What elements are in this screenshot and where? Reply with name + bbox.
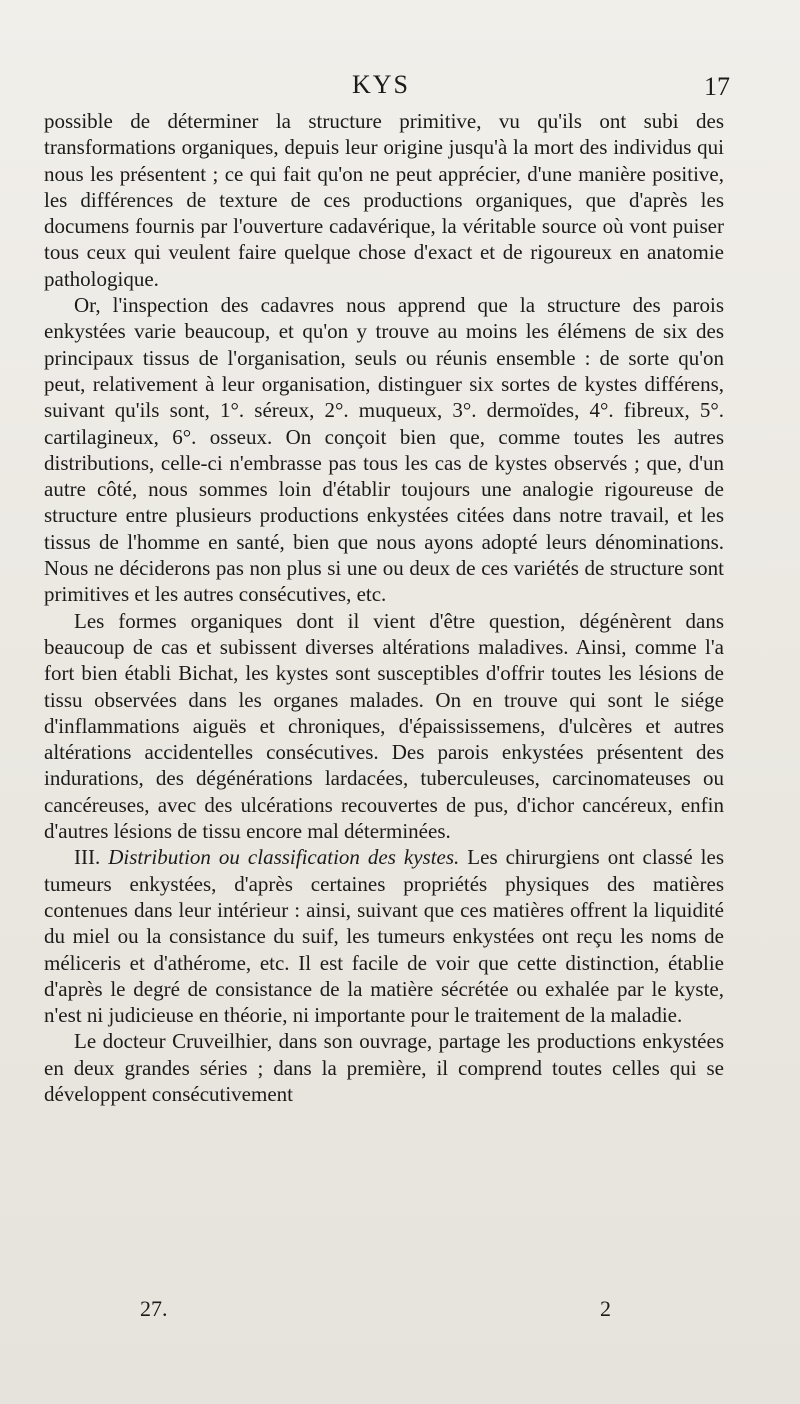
paragraph-cruveilhier: Le docteur Cruveilhier, dans son ouvrage, partage les productions enkystées en deux grandes séries ; dans la première, il comprend toutes celles qui se développent consécutivement (44, 1029, 724, 1106)
page-footer (0, 1296, 800, 1326)
body-text (44, 108, 724, 1107)
section-heading: Distribution ou classification des kystes. (108, 845, 460, 870)
page-number: 17 (704, 72, 730, 101)
paragraph-continuation: possible de déterminer la structure primitive, vu qu'ils ont subi des transformations organiques, depuis leur origine jusqu'à la mort des individus qui nous les présentent ; ce qui fait qu'on ne peut apprécier, d'une manière positive, les différences de texture de ces productions organiques, que d'après les documens fournis par l'ouverture cadavérique, la véritable source où vont puiser tous ceux qui veulent faire quelque chose d'exact et de rigoureux en anatomie pathologique. (44, 109, 724, 291)
paragraph-alterations: Les formes organiques dont il vient d'être question, dégénèrent dans beaucoup de cas et subissent diverses altérations maladives. Ainsi, comme l'a fort bien établi Bichat, les kystes sont susceptibles d'offrir toutes les lésions de tissu observées dans les organes malades. On en trouve qui sont le siége d'inflammations aiguës et chroniques, d'épaississemens, d'ulcères et autres altérations accidentelles consécutives. Des parois enkystées présentent des indurations, des dégénérations lardacées, tuberculeuses, carcinomateuses ou cancéreuses, avec des ulcérations recouvertes de pus, d'ichor cancéreux, enfin d'autres lésions de tissu encore mal déterminées. (44, 608, 724, 844)
section-text: Les chirurgiens ont classé les tumeurs enkystées, d'après certaines propriétés physiques des matières contenues dans leur intérieur : ainsi, suivant que ces matières offrent la liquidité du miel ou la consistance du suif, les tumeurs enkystées ont reçu les noms de méliceris et d'athérome, etc. Il est facile de voir que cette distinction, établie d'après le degré de consistance de la matière sécrétée ou exhalée par le kyste, n'est ni judicieuse en théorie, ni importante pour le traitement de la maladie. (44, 845, 725, 1028)
running-title: KYS (351, 70, 410, 99)
sheet-mark: 2 (600, 1296, 611, 1321)
section-number: III. (74, 845, 101, 870)
running-head (48, 70, 730, 106)
paragraph-classification (44, 844, 724, 1028)
signature-mark: 27. (140, 1296, 168, 1321)
paragraph-structure: Or, l'inspection des cadavres nous apprend que la structure des parois enkystées varie beaucoup, et qu'on y trouve au moins les élémens de six des principaux tissus de l'organisation, seuls ou réunis ensemble : de sorte qu'on peut, relativement à leur organisation, distinguer six sortes de kystes différens, suivant qu'ils sont, 1°. séreux, 2°. muqueux, 3°. dermoïdes, 4°. fibreux, 5°. cartilagineux, 6°. osseux. On conçoit bien que, comme toutes les autres distributions, celle-ci n'embrasse pas tous les cas de kystes observés ; que, d'un autre côté, nous sommes loin d'établir toujours une analogie rigoureuse de structure entre plusieurs productions enkystées citées dans notre travail, et les tissus de l'homme en santé, bien que nous ayons adopté leurs dénominations. Nous ne déciderons pas non plus si une ou deux de ces variétés de structure sont primitives et les autres consécutives, etc. (44, 293, 724, 607)
